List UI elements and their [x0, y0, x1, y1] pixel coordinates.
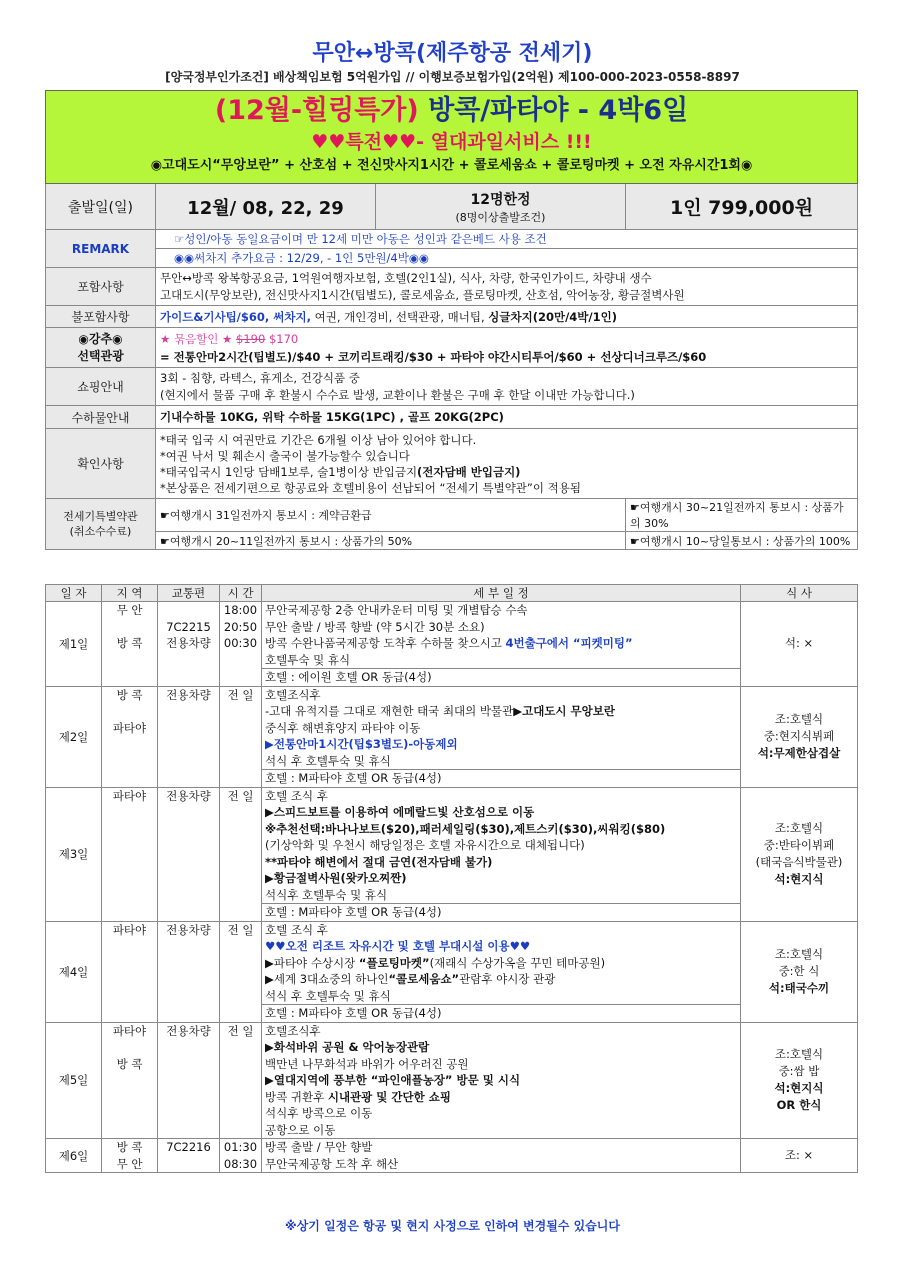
day-region-line: 파타야: [112, 788, 147, 803]
detail-bold: ▶고대도시 무앙보란: [513, 704, 615, 718]
included-text: [156, 268, 858, 306]
day-region-line: [105, 1122, 154, 1139]
detail-text: 중식후 해변휴양지 파타야 이동: [265, 720, 421, 735]
banner-title: [46, 93, 857, 129]
check-line-3: *태국입국시 1인당 담배1보루, 술1병이상 반입금지: [160, 464, 418, 479]
check-label: 확인사항: [46, 429, 156, 499]
detail-text: 석식후 호텔투숙 및 휴식: [265, 887, 388, 902]
optional-text: [156, 328, 858, 368]
detail-line: [265, 1089, 737, 1106]
day-transport: [158, 602, 220, 687]
detail-highlight: ▶전통안마1시간(팁$3별도)-아동제외: [265, 737, 458, 751]
day-region-line: 무 안: [116, 1156, 143, 1171]
day-time-line: 01:30: [223, 1140, 258, 1154]
meal-line: 중:한 식: [778, 964, 820, 978]
day-transport-line: 전용차량: [166, 922, 211, 937]
day-transport-line: [161, 1156, 216, 1173]
excluded-part-2: 여권, 개인경비, 선택관광, 매너팁,: [310, 309, 489, 324]
detail-text: 석식 후 호텔투숙 및 휴식: [265, 753, 391, 768]
product-banner: [46, 91, 858, 184]
day-time: [220, 921, 262, 1022]
detail-bold: “콜로세움쇼”: [388, 972, 460, 986]
meal-line: 석:현지식: [774, 1081, 824, 1096]
detail-line: [265, 1105, 737, 1122]
day-time-line: 18:00: [223, 603, 258, 617]
day-row: [46, 602, 858, 687]
detail-text: 백만년 나무화석과 바위가 어우러진 공원: [265, 1056, 469, 1071]
day-meals: [741, 787, 858, 921]
detail-text: 석식 후 호텔투숙 및 휴식: [265, 988, 391, 1003]
detail-line: [265, 635, 737, 652]
meal-line: 조:호텔식: [774, 821, 824, 835]
detail-line: [265, 887, 737, 904]
day-label: 제5일: [46, 1022, 102, 1139]
detail-line: [265, 1156, 737, 1173]
day-region-line: 방 콕: [116, 1140, 143, 1154]
meal-line: 조:호텔식: [774, 1047, 824, 1062]
day-region: [102, 921, 158, 1022]
excluded-part-3: 싱글차지(20만/4박/1인): [488, 309, 617, 324]
day-region-line: 파타야: [112, 720, 147, 735]
detail-line: [265, 720, 737, 737]
detail-text: 호텔 조식 후: [265, 788, 328, 803]
day-detail: [262, 787, 741, 921]
detail-line: [265, 1039, 737, 1056]
detail-bold: **파타야 해변에서 절대 금연(전자담배 불가): [265, 854, 493, 869]
detail-text: 방콕 귀환후: [265, 1089, 328, 1104]
remark-line-2: ◉◉써차지 추가요금 : 12/29, - 1인 5만원/4박◉◉: [156, 249, 858, 268]
hotel-line: 호텔 : 에이원 호텔 OR 동급(4성): [262, 668, 740, 686]
meal-line: 조: ×: [784, 1148, 814, 1162]
included-line-2: 고대도시(무앙보란), 전신맛사지1시간(팁별도), 콜로세움쇼, 플로팅마켓, 산호섬, 악어농장, 황금절벽사원: [160, 287, 685, 302]
remark-label: REMARK: [46, 230, 156, 268]
day-time-line: 20:50: [223, 619, 258, 634]
detail-line: [265, 1056, 737, 1073]
detail-text: 무안 출발 / 방콕 향발 (약 5시간 30분 소요): [265, 619, 485, 634]
day-time-line: 08:30: [223, 1156, 258, 1171]
detail-line: [265, 652, 737, 669]
day-meals: [741, 921, 858, 1022]
header-time: 시 간: [220, 585, 262, 602]
hotel-line: 호텔 : M파타야 호텔 OR 동급(4성): [262, 903, 740, 921]
day-transport: [158, 686, 220, 787]
bundle-label: ★ 묶음할인 ★: [160, 331, 237, 346]
detail-text: 호텔 조식 후: [265, 922, 328, 937]
detail-line: [265, 1139, 737, 1156]
day-time: [220, 686, 262, 787]
day-transport-line: 전용차량: [166, 788, 211, 803]
day-transport: [158, 1139, 220, 1173]
day-transport-line: [161, 602, 216, 619]
excluded-text: [156, 306, 858, 328]
day-transport-line: 7C2215: [166, 619, 211, 634]
day-region-line: [105, 652, 154, 669]
detail-text: 무안국제공항 도착 후 해산: [265, 1156, 399, 1171]
day-row: [46, 1139, 858, 1173]
day-detail: [262, 1022, 741, 1139]
product-info-table: [45, 90, 858, 550]
day-region: [102, 1139, 158, 1173]
detail-bold: ▶열대지역에 풍부한 “파인애플농장” 방문 및 시식: [265, 1073, 521, 1087]
page-title: 무안↔방콕(제주항공 전세기): [312, 41, 593, 66]
detail-line: [265, 687, 737, 704]
detail-line: [265, 736, 737, 753]
day-region-line: [105, 1089, 154, 1106]
detail-bold: ▶황금절벽사원(왓카오찌짠): [265, 871, 407, 885]
header-meals: 식 사: [741, 585, 858, 602]
optional-label: [46, 328, 156, 368]
day-region-line: [105, 703, 154, 720]
detail-bold: “플로팅마켓”: [358, 955, 430, 970]
header-region: 지 역: [102, 585, 158, 602]
banner-highlights: ◉고대도시“무앙보란” + 산호섬 + 전신맛사지1시간 + 콜로세움쇼 + 콜로팅마켓 + 오전 자유시간1회◉: [150, 158, 753, 173]
day-region-line: [105, 1039, 154, 1056]
day-row: [46, 686, 858, 787]
day-region-line: [105, 1105, 154, 1122]
excluded-part-1: 가이드&기사팁/$60, 써차지,: [160, 309, 311, 324]
day-meals: [741, 1139, 858, 1173]
day-meals: [741, 1022, 858, 1139]
new-price: $170: [265, 331, 299, 346]
shopping-line-1: 3회 - 침향, 라텍스, 휴게소, 건강식품 중: [160, 370, 360, 385]
detail-line: [265, 938, 737, 955]
detail-bold: ▶스피드보트를 이용하여 에메랄드빛 산호섬으로 이동: [265, 805, 535, 819]
cancel-label: [46, 499, 156, 550]
meal-line: 석:태국수끼: [768, 981, 830, 995]
day-meals: [741, 686, 858, 787]
detail-line: [265, 870, 737, 887]
detail-line: [265, 821, 737, 838]
banner-special: ♥♥특전♥♥- 열대과일서비스 !!!: [311, 131, 592, 153]
cancel-rule-3: ☛여행개시 20~11일전까지 통보시 : 상품가의 50%: [156, 532, 626, 550]
check-line-2: *여권 낙서 및 훼손시 출국이 불가능할수 있습니다: [160, 448, 410, 463]
day-transport: [158, 787, 220, 921]
day-region-line: [105, 736, 154, 753]
cancel-rule-4: ☛여행개시 10~당일통보시 : 상품가의 100%: [626, 532, 858, 550]
day-label: 제3일: [46, 787, 102, 921]
hotel-line: 호텔 : M파타야 호텔 OR 동급(4성): [262, 769, 740, 787]
detail-line: [265, 971, 737, 988]
day-time: [220, 1022, 262, 1139]
detail-text: 방콕 수완나품국제공항 도착후 수하물 찾으시고: [265, 636, 506, 650]
day-region-line: 파타야: [112, 1023, 147, 1038]
itinerary-table: [45, 584, 858, 1173]
day-time-line: 전 일: [227, 922, 254, 937]
meal-line: 석: ×: [784, 636, 814, 651]
limit-note: (8명이상출발조건): [455, 210, 546, 224]
optional-label-2: 선택관광: [77, 348, 124, 363]
detail-text: 공항으로 이동: [265, 1122, 336, 1137]
check-text: [156, 429, 858, 499]
meal-line: 중:현지식뷔페: [763, 729, 835, 743]
optional-items: = 전통안마2시간(팁별도)/$40 + 코끼리트래킹/$30 + 파타야 야간시티투어/$60 + 선상디너크루즈/$60: [160, 349, 707, 364]
day-region: [102, 1022, 158, 1139]
detail-text: 석식후 방콕으로 이동: [265, 1106, 373, 1120]
check-line-1: *태국 입국 시 여권만료 기간은 6개월 이상 남아 있어야 합니다.: [160, 432, 477, 447]
departure-label: 출발일(일): [46, 184, 156, 230]
meal-line: 중:쌈 밥: [778, 1064, 820, 1079]
itinerary-header: [46, 585, 858, 602]
day-label: 제2일: [46, 686, 102, 787]
meal-line: OR 한식: [776, 1098, 822, 1113]
day-detail: [262, 921, 741, 1022]
cancel-rule-1: ☛여행개시 31일전까지 통보시 : 계약금환급: [156, 499, 626, 532]
meal-line: 조:호텔식: [774, 947, 824, 961]
day-region-line: 파타야: [112, 922, 147, 937]
remark-line-1: ☞성인/아동 동일요금이며 만 12세 미만 아동은 성인과 같은베드 사용 조건: [156, 230, 858, 249]
old-price: $190: [236, 331, 266, 346]
day-time-line: 전 일: [227, 687, 254, 702]
detail-line: [265, 922, 737, 939]
detail-line: [265, 788, 737, 805]
banner-title-blue: 방콕/파타야 - 4박6일: [428, 95, 689, 126]
day-region: [102, 787, 158, 921]
detail-text: (재래식 수상가옥을 꾸민 테마공원): [429, 955, 606, 970]
detail-line: [265, 1072, 737, 1089]
cancel-label-1: 전세기특별약관: [63, 510, 138, 523]
detail-line: [265, 988, 737, 1005]
day-region-line: [105, 1072, 154, 1089]
departure-limit: [376, 184, 626, 230]
detail-line: [265, 703, 737, 720]
cancel-rule-2: ☛여행개시 30~21일전까지 통보시 : 상품가의 30%: [626, 499, 858, 532]
baggage-text: 기내수하물 10KG, 위탁 수하물 15KG(1PC) , 골프 20KG(2PC): [156, 406, 858, 429]
detail-text: 무안국제공항 2층 안내카운터 미팅 및 개별탑승 수속: [265, 603, 528, 617]
excluded-label: 불포함사항: [46, 306, 156, 328]
detail-text: 호텔조식후: [265, 1023, 321, 1038]
day-region-line: [105, 753, 154, 770]
day-row: [46, 921, 858, 1022]
detail-text: 호텔조식후: [265, 687, 321, 702]
detail-line: [265, 753, 737, 770]
detail-text: (기상악화 및 우천시 해당일정은 호텔 자유시간으로 대체됩니다): [265, 838, 585, 852]
baggage-label: 수하물안내: [46, 406, 156, 429]
day-label: 제6일: [46, 1139, 102, 1173]
day-detail: [262, 602, 741, 687]
footer-notice: ※상기 일정은 항공 및 현지 사정으로 인하여 변경될수 있습니다: [285, 1219, 620, 1233]
day-region-line: 무 안: [116, 603, 143, 617]
included-line-1: 무안↔방콕 왕복항공요금, 1억원여행자보험, 호텔(2인1실), 식사, 차량, 한국인가이드, 차량내 생수: [160, 270, 652, 285]
day-transport: [158, 921, 220, 1022]
day-region-line: 방 콕: [116, 1056, 143, 1071]
day-region-line: [105, 619, 154, 636]
banner-title-red: (12월-힐링특가): [214, 95, 419, 126]
detail-bold: 4번출구에서 “피켓미팅”: [505, 636, 633, 650]
meal-line: 중:반타이뷔페: [763, 838, 835, 852]
day-time-line: 전 일: [227, 788, 254, 803]
detail-text: ▶세계 3대쇼중의 하나인: [265, 972, 389, 986]
day-region: [102, 686, 158, 787]
detail-line: [265, 619, 737, 636]
day-time: [220, 602, 262, 687]
detail-line: [265, 854, 737, 871]
day-label: 제1일: [46, 602, 102, 687]
day-region-line: 방 콕: [116, 687, 143, 702]
detail-highlight: ♥♥오전 리조트 자유시간 및 호텔 부대시설 이용♥♥: [265, 939, 531, 953]
day-row: [46, 787, 858, 921]
day-transport: [158, 1022, 220, 1139]
included-label: 포함사항: [46, 268, 156, 306]
day-transport-line: [161, 652, 216, 669]
cancel-label-2: (취소수수료): [69, 525, 132, 538]
check-line-3-bold: (전자담배 반입금지): [417, 464, 521, 479]
day-region-line: 방 콕: [116, 636, 143, 650]
price: 1인 799,000원: [626, 184, 858, 230]
detail-line: [265, 837, 737, 854]
check-line-4: *본상품은 전세기편으로 항공료와 호텔비용이 선납되어 “전세기 특별약관”이 적용됨: [160, 480, 581, 495]
detail-text: -고대 유적지를 그대로 재현한 태국 최대의 박물관: [265, 704, 514, 718]
detail-line: [265, 602, 737, 619]
optional-label-1: ◉강추◉: [78, 331, 123, 346]
day-transport-line: 전용차량: [166, 687, 211, 702]
limit-text: 12명한정: [470, 191, 531, 208]
header-transport: 교통편: [158, 585, 220, 602]
day-row: [46, 1022, 858, 1139]
day-transport-line: 7C2216: [166, 1140, 211, 1154]
day-detail: [262, 1139, 741, 1173]
day-meals: [741, 602, 858, 687]
day-label: 제4일: [46, 921, 102, 1022]
shopping-label: 쇼핑안내: [46, 368, 156, 406]
detail-text: ▶파타야 수상시장: [265, 955, 359, 970]
hotel-line: 호텔 : M파타야 호텔 OR 동급(4성): [262, 1004, 740, 1022]
meal-line: (태국음식박물관): [755, 855, 843, 869]
meal-line: 석:현지식: [774, 872, 824, 886]
detail-bold: ※추천선택:바나나보트($20),패러세일링($30),제트스키($30),씨워킹($80): [265, 821, 666, 836]
header-day: 일 자: [46, 585, 102, 602]
meal-line: 석:무제한삼겹살: [757, 746, 841, 760]
day-time-line: [223, 652, 258, 669]
detail-line: [265, 1023, 737, 1040]
day-detail: [262, 686, 741, 787]
shopping-line-2: (현지에서 물품 구매 후 환불시 수수료 발생, 교환이나 환불은 구매 후 한달 이내만 가능합니다.): [160, 387, 635, 402]
detail-line: [265, 955, 737, 972]
day-transport-line: 전용차량: [166, 636, 211, 650]
detail-bold: ▶화석바위 공원 & 악어농장관람: [265, 1040, 430, 1054]
license-line: [양국정부인가조건] 배상책임보험 5억원가입 // 이행보증보험가입(2억원) 제100-000-2023-0558-8897: [165, 70, 740, 84]
header-detail: 세 부 일 정: [262, 585, 741, 602]
day-time-line: 전 일: [227, 1023, 254, 1038]
detail-text: 호텔투숙 및 휴식: [265, 652, 351, 667]
detail-line: [265, 1122, 737, 1139]
day-time: [220, 1139, 262, 1173]
day-transport-line: 전용차량: [166, 1023, 211, 1038]
day-time-line: 00:30: [223, 636, 258, 650]
detail-line: [265, 804, 737, 821]
shopping-text: [156, 368, 858, 406]
day-region: [102, 602, 158, 687]
day-time: [220, 787, 262, 921]
meal-line: 조:호텔식: [774, 712, 824, 726]
detail-bold: 시내관광 및 간단한 쇼핑: [327, 1089, 451, 1104]
detail-text: 방콕 출발 / 무안 향발: [265, 1140, 373, 1154]
departure-dates: 12월/ 08, 22, 29: [156, 184, 376, 230]
detail-text: 관람후 야시장 관광: [459, 972, 556, 986]
